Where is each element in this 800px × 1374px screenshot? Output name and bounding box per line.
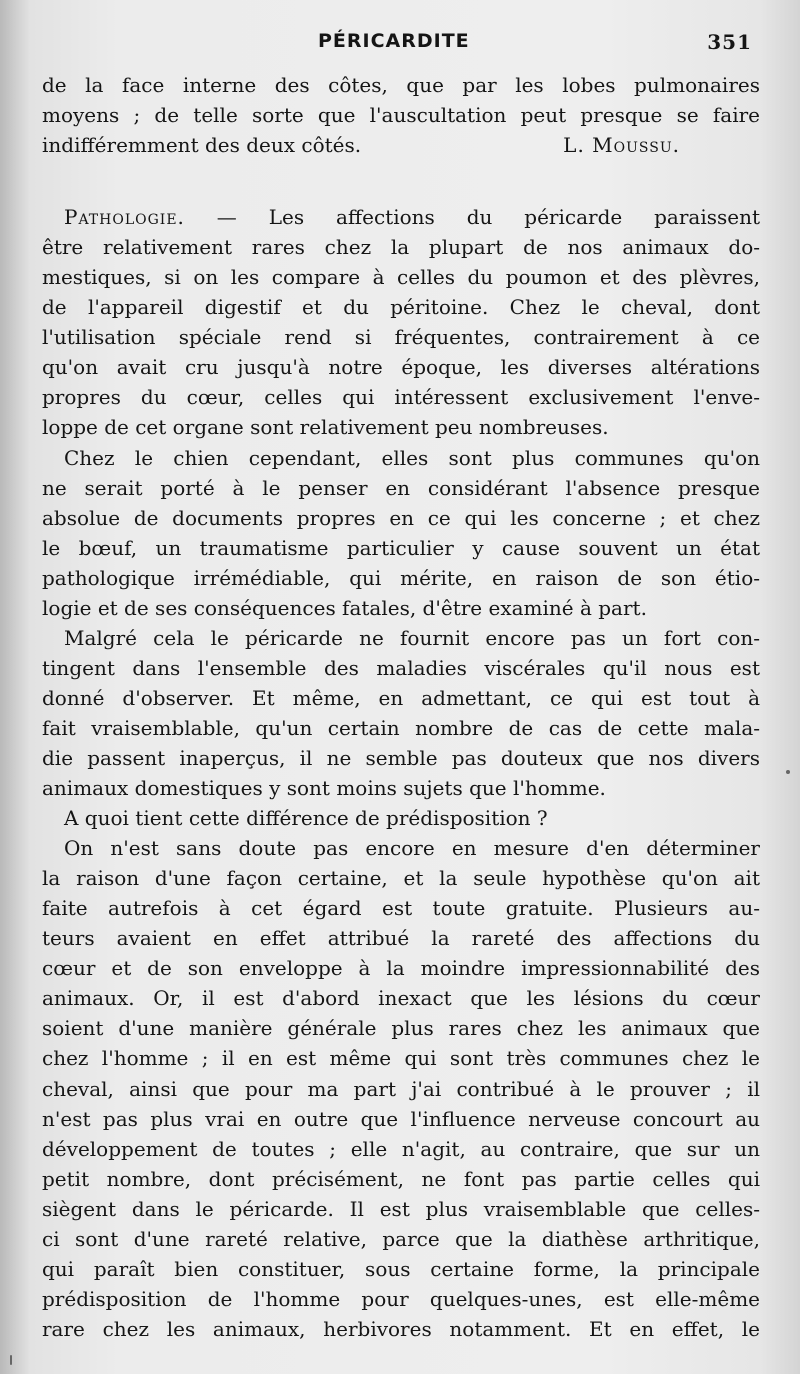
page-number: 351: [707, 30, 752, 54]
text-line: propres du cœur, celles qui intéressent exclusivement l'enve-: [42, 385, 760, 410]
text-line: logie et de ses conséquences fatales, d'être examiné à part.: [42, 595, 647, 620]
text-line: [42, 202, 760, 232]
text-line: le bœuf, un traumatisme particulier y cause souvent un état: [42, 535, 760, 560]
text-line: fait vraisemblable, qu'un certain nombre de cas de cette mala-: [42, 715, 760, 740]
paragraph-continuation: [42, 70, 760, 160]
text-line: qu'on avait cru jusqu'à notre époque, les diverses altérations: [42, 355, 760, 380]
text-line: [42, 130, 760, 160]
text-line: chez l'homme ; il en est même qui sont très communes chez le: [42, 1046, 760, 1071]
text-line: animaux. Or, il est d'abord inexact que les lésions du cœur: [42, 986, 760, 1011]
text-line: petit nombre, dont précisément, ne font pas partie celles qui: [42, 1166, 760, 1191]
text-line: mestiques, si on les compare à celles du poumon et des plèvres,: [42, 265, 760, 290]
section-gap: [42, 160, 760, 202]
paragraph-pathologie: [42, 202, 760, 442]
text-line-content: indifféremment des deux côtés.: [42, 133, 362, 158]
text-line: On n'est sans doute pas encore en mesure d'en déterminer: [64, 836, 760, 861]
text-line: cheval, ainsi que pour ma part j'ai contribué à le prouver ; il: [42, 1076, 760, 1101]
text-line: de l'appareil digestif et du péritoine. Chez le cheval, dont: [42, 295, 760, 320]
text-line: cœur et de son enveloppe à la moindre impressionnabilité des: [42, 956, 760, 981]
text-line: tingent dans l'ensemble des maladies viscérales qu'il nous est: [42, 655, 760, 680]
body-text: [42, 70, 760, 1344]
text-line: n'est pas plus vrai en outre que l'influence nerveuse concourt au: [42, 1106, 760, 1131]
text-line: prédisposition de l'homme pour quelques-unes, est elle-même: [42, 1286, 760, 1311]
text-line: A quoi tient cette différence de prédisposition ?: [64, 806, 548, 831]
paragraph: [42, 443, 760, 623]
text-line: de la face interne des côtes, que par les lobes pulmonaires: [42, 73, 760, 97]
text-line: qui paraît bien constituer, sous certaine forme, la principale: [42, 1256, 760, 1281]
text-line: pathologique irrémédiable, qui mérite, en raison de son étio-: [42, 565, 760, 590]
paragraph: [42, 803, 760, 833]
paper-speck: [10, 1355, 12, 1365]
section-heading: Pathologie.: [64, 205, 185, 230]
paragraph: [42, 833, 760, 1344]
text-line: ne serait porté à le penser en considérant l'absence presque: [42, 475, 760, 500]
text-line: faite autrefois à cet égard est toute gratuite. Plusieurs au-: [42, 896, 760, 921]
text-line: siègent dans le péricarde. Il est plus vraisemblable que celles-: [42, 1196, 760, 1221]
text-line: teurs avaient en effet attribué la rareté des affections du: [42, 926, 760, 951]
text-line-content: — Les affections du péricarde paraissent: [184, 205, 760, 230]
text-line: Chez le chien cependant, elles sont plus communes qu'on: [64, 445, 760, 470]
text-line: l'utilisation spéciale rend si fréquentes, contrairement à ce: [42, 325, 760, 350]
text-line: rare chez les animaux, herbivores notamment. Et en effet, le: [42, 1316, 760, 1341]
text-line: ci sont d'une rareté relative, parce que la diathèse arthritique,: [42, 1226, 760, 1251]
text-line: animaux domestiques y sont moins sujets que l'homme.: [42, 776, 606, 801]
text-line: soient d'une manière générale plus rares chez les animaux que: [42, 1016, 760, 1041]
paper-speck: [786, 770, 790, 774]
text-line: loppe de cet organe sont relativement peu nombreuses.: [42, 415, 609, 440]
text-line: Malgré cela le péricarde ne fournit encore pas un fort con-: [64, 625, 760, 650]
text-line: absolue de documents propres en ce qui les concerne ; et chez: [42, 505, 760, 530]
paragraph: [42, 623, 760, 803]
text-line: la raison d'une façon certaine, et la seule hypothèse qu'on ait: [42, 866, 760, 891]
text-line: donné d'observer. Et même, en admettant, ce qui est tout à: [42, 685, 760, 710]
text-line: développement de toutes ; elle n'agit, au contraire, que sur un: [42, 1136, 760, 1161]
running-header: [0, 30, 800, 60]
author-signature: L. Moussu.: [563, 133, 680, 158]
text-line: die passent inaperçus, il ne semble pas douteux que nos divers: [42, 745, 760, 770]
chapter-title: PÉRICARDITE: [318, 30, 470, 52]
text-line: moyens ; de telle sorte que l'auscultation peut presque se faire: [42, 103, 760, 128]
text-line: être relativement rares chez la plupart de nos animaux do-: [42, 235, 760, 260]
